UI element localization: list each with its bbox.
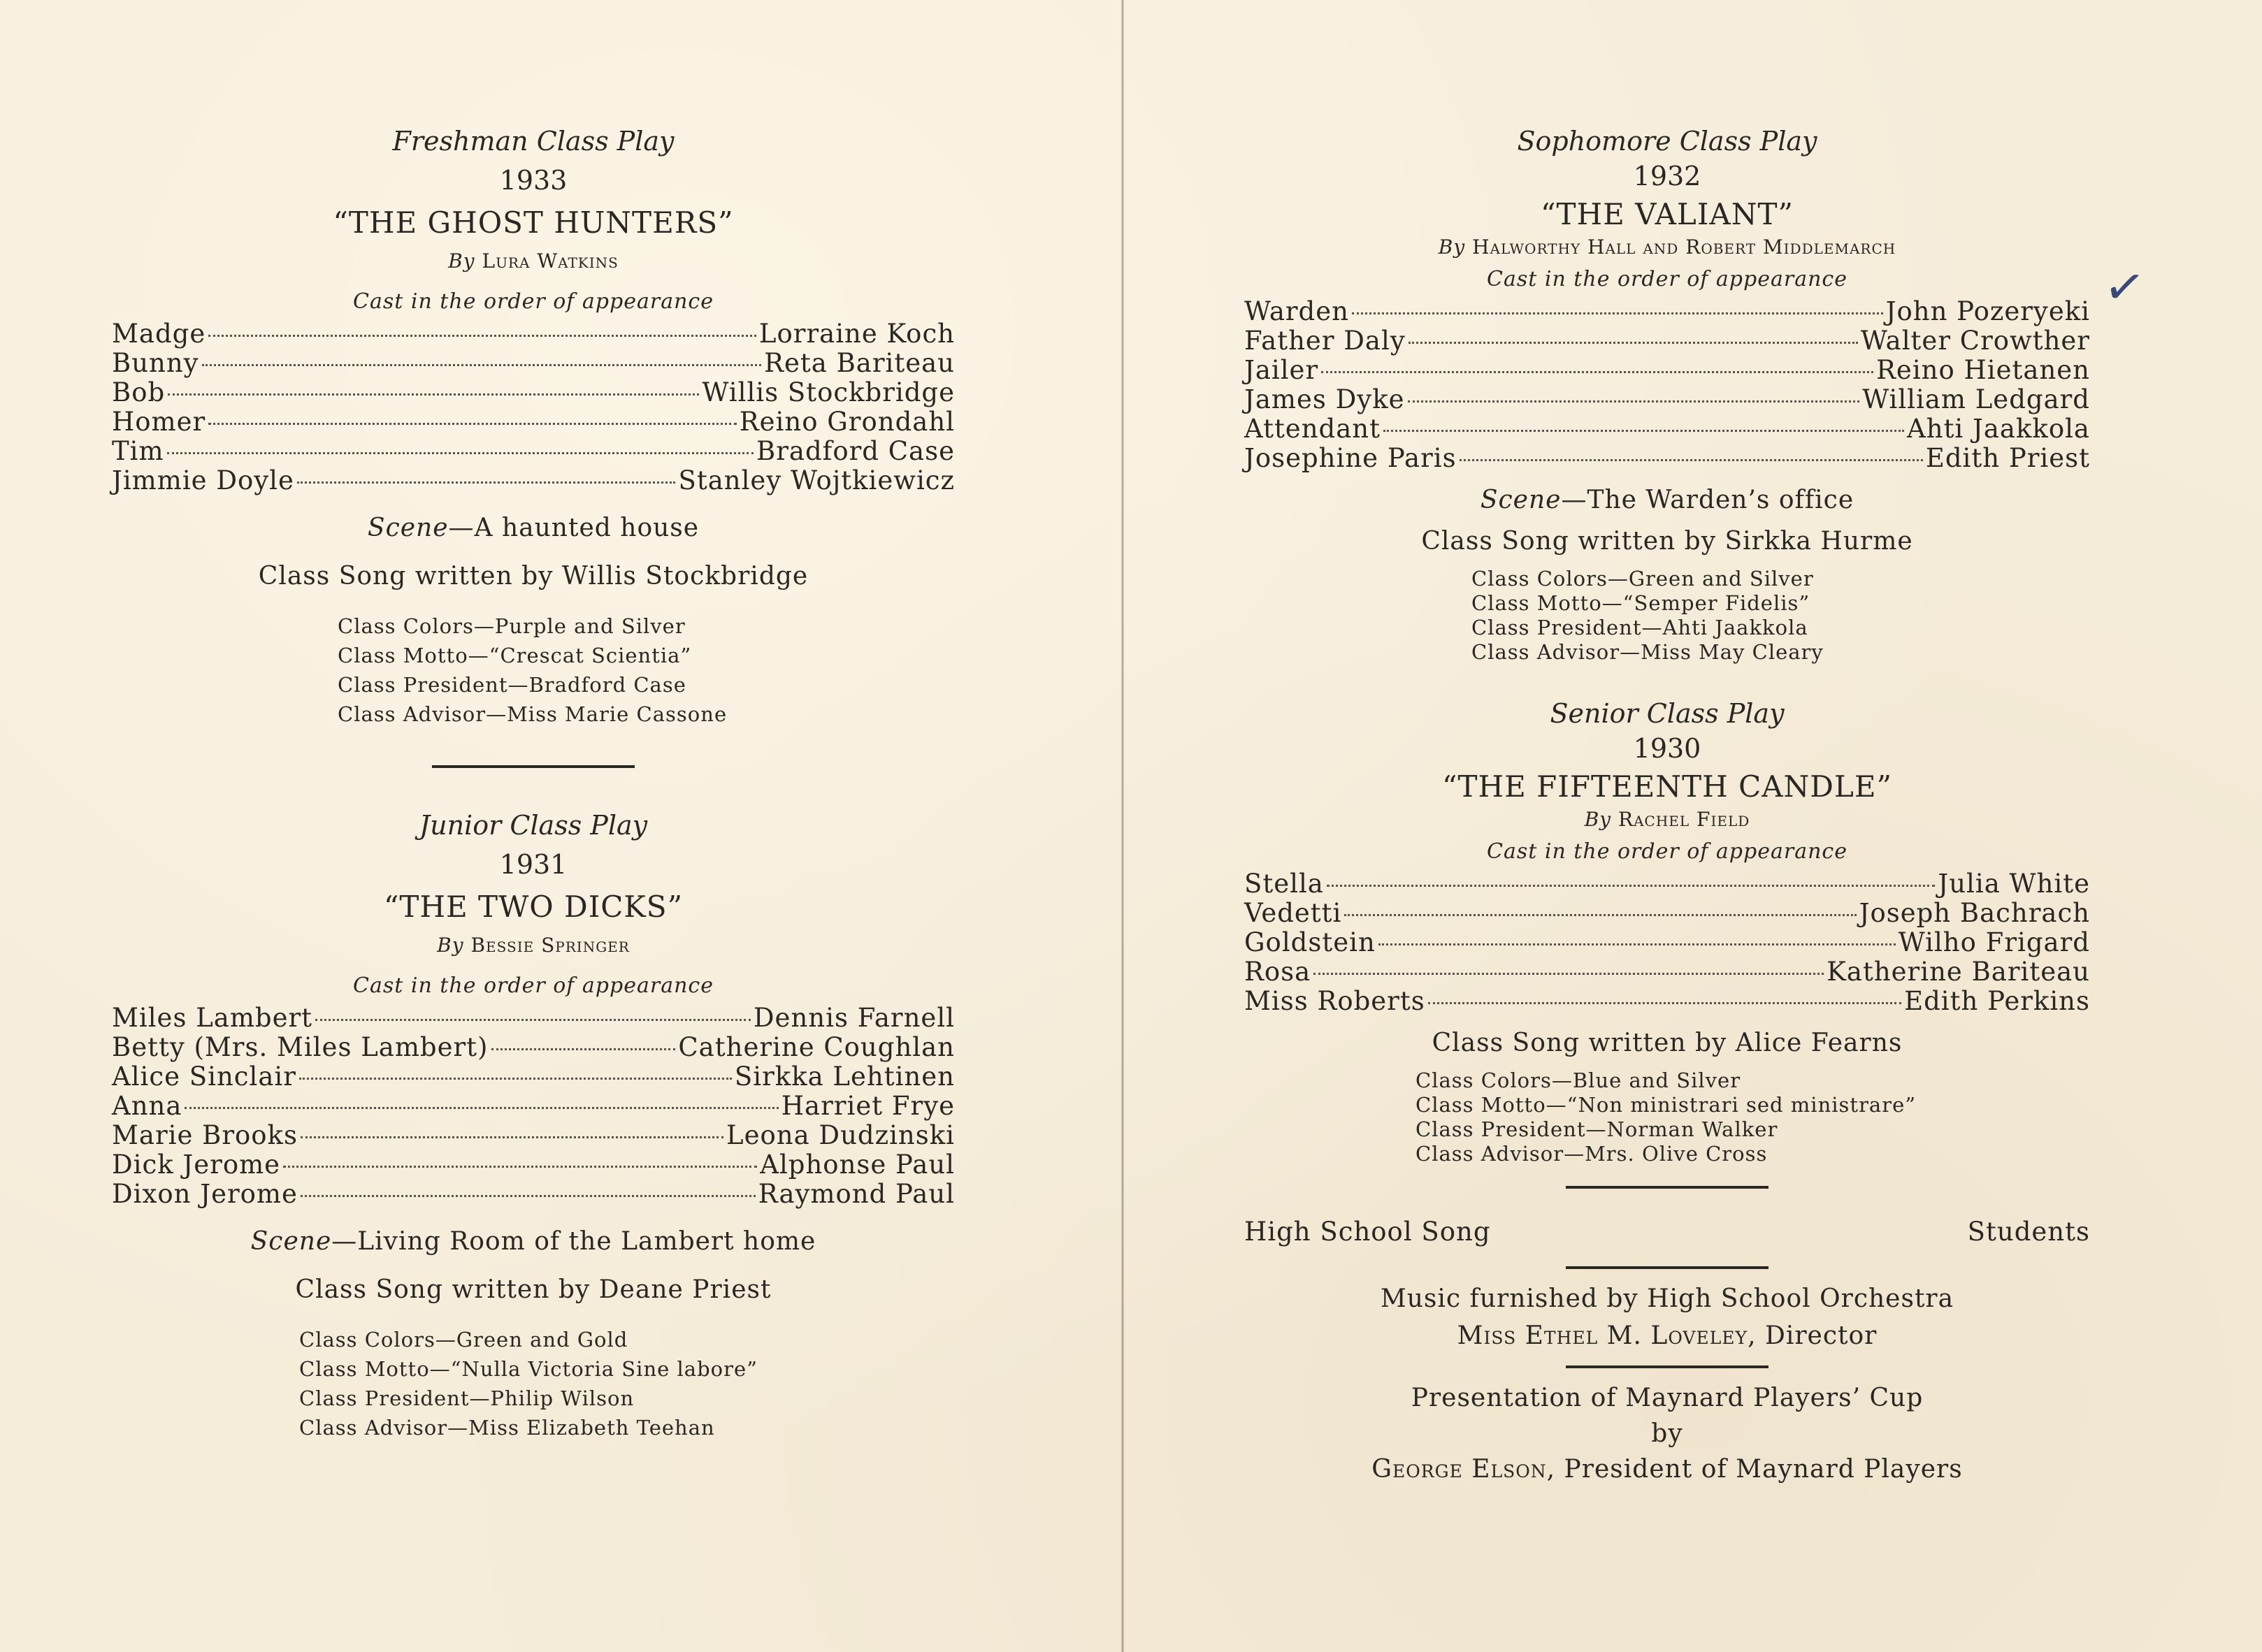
cast-role: Goldstein — [1244, 927, 1376, 957]
cast-actor: Julia White — [1938, 869, 2090, 899]
music-credit: Music furnished by High School Orchestra — [1380, 1284, 1954, 1313]
cast-row — [112, 319, 955, 349]
left-page — [112, 126, 955, 1442]
cast-actor: Catherine Coughlan — [678, 1032, 955, 1062]
cast-role: Anna — [112, 1091, 182, 1121]
cast-role: Marie Brooks — [112, 1120, 298, 1150]
cast-row — [1244, 356, 2090, 385]
play-author — [1244, 808, 2090, 831]
handwritten-checkmark-icon: ✓ — [2100, 256, 2149, 319]
cast-role: Dixon Jerome — [112, 1179, 298, 1209]
cast-row — [1244, 414, 2090, 444]
cast-role: James Dyke — [1244, 384, 1405, 414]
leader-dots — [297, 481, 676, 484]
cast-actor: Joseph Bachrach — [1859, 898, 2090, 928]
leader-dots — [491, 1048, 676, 1050]
cast-role: Father Daly — [1244, 326, 1406, 356]
play-heading: Junior Class Play — [419, 810, 648, 841]
cast-list — [1244, 869, 2090, 1016]
presenter-name: George Elson — [1371, 1455, 1547, 1484]
leader-dots — [1378, 943, 1896, 945]
cast-role: Attendant — [1244, 414, 1381, 444]
cast-actor: Lorraine Koch — [758, 319, 955, 349]
cast-role: Bunny — [112, 348, 199, 378]
cast-heading: Cast in the order of appearance — [353, 289, 714, 314]
presenter-title: , President of Maynard Players — [1546, 1455, 1963, 1484]
cast-role: Homer — [112, 407, 206, 437]
cast-list — [112, 319, 955, 495]
leader-dots — [301, 1136, 723, 1138]
cast-heading: Cast in the order of appearance — [353, 973, 714, 998]
cast-role: Jimmie Doyle — [112, 465, 294, 495]
author-by: By — [1584, 808, 1612, 831]
cast-role: Vedetti — [1244, 898, 1342, 928]
section-divider — [1566, 1186, 1768, 1189]
class-advisor: Class Advisor—Mrs. Olive Cross — [1415, 1142, 1768, 1166]
cast-actor: Reino Hietanen — [1876, 355, 2090, 385]
class-advisor: Class Advisor—Miss May Cleary — [1471, 640, 1824, 664]
cast-role: Miles Lambert — [112, 1003, 313, 1033]
play-title: “THE FIFTEENTH CANDLE” — [1442, 769, 1892, 804]
cast-row — [112, 407, 955, 437]
class-colors: Class Colors—Blue and Silver — [1415, 1068, 1741, 1092]
cast-heading: Cast in the order of appearance — [1487, 839, 1847, 864]
class-info — [1471, 567, 1863, 665]
director-name: Miss Ethel M. Loveley — [1457, 1321, 1748, 1350]
cast-role: Jailer — [1244, 355, 1319, 385]
class-motto: Class Motto—“Non ministrari sed ministrare” — [1415, 1093, 1917, 1117]
scene-label: Scene — [367, 514, 449, 542]
class-info — [1415, 1068, 1919, 1166]
play-heading: Senior Class Play — [1550, 698, 1785, 729]
author-name: Lura Watkins — [482, 249, 619, 273]
cast-actor: Stanley Wojtkiewicz — [678, 465, 955, 495]
leader-dots — [1428, 1002, 1901, 1004]
cast-actor: William Ledgard — [1862, 384, 2090, 414]
leader-dots — [168, 393, 699, 396]
cast-role: Bob — [112, 377, 166, 407]
cast-actor: Edith Priest — [1925, 443, 2090, 473]
cast-actor: Walter Crowther — [1860, 326, 2090, 356]
cast-role: Josephine Paris — [1244, 443, 1457, 473]
leader-dots — [167, 452, 754, 454]
scene-line — [112, 514, 955, 542]
leader-dots — [1408, 400, 1860, 403]
scene-text: —A haunted house — [448, 514, 700, 542]
play-year: 1932 — [1633, 161, 1701, 191]
leader-dots — [1313, 973, 1824, 975]
leader-dots — [283, 1166, 757, 1168]
play-author — [112, 934, 955, 957]
leader-dots — [1409, 342, 1858, 344]
cast-row — [112, 1150, 955, 1180]
class-motto: Class Motto—“Crescat Scientia” — [338, 644, 692, 667]
director-title: , Director — [1748, 1321, 1878, 1350]
play-year: 1931 — [499, 849, 568, 880]
cast-actor: Reta Bariteau — [764, 348, 955, 378]
cast-actor: Dennis Farnell — [753, 1003, 955, 1033]
leader-dots — [301, 1195, 756, 1197]
leader-dots — [1383, 430, 1904, 432]
leader-dots — [1352, 312, 1883, 314]
cast-role: Warden — [1244, 296, 1349, 326]
class-president: Class President—Bradford Case — [338, 673, 686, 697]
scene-line — [1244, 486, 2090, 514]
cast-actor: Reino Grondahl — [739, 407, 955, 437]
cast-row — [112, 437, 955, 466]
cast-row — [1244, 385, 2090, 414]
cast-role: Betty (Mrs. Miles Lambert) — [112, 1032, 489, 1062]
cast-role: Stella — [1244, 869, 1324, 899]
presentation-by: by — [1651, 1419, 1683, 1448]
leader-dots — [208, 335, 756, 337]
class-colors: Class Colors—Purple and Silver — [338, 614, 686, 638]
cast-role: Rosa — [1244, 957, 1311, 987]
leader-dots — [1344, 914, 1856, 916]
leader-dots — [185, 1107, 778, 1109]
play-title: “THE TWO DICKS” — [383, 890, 684, 924]
cast-actor: Willis Stockbridge — [702, 377, 955, 407]
center-fold — [1121, 0, 1124, 1652]
cast-actor: Harriet Frye — [781, 1091, 955, 1121]
scene-text: —Living Room of the Lambert home — [331, 1227, 816, 1256]
class-colors: Class Colors—Green and Gold — [299, 1328, 628, 1352]
cast-role: Miss Roberts — [1244, 986, 1425, 1016]
class-president: Class President—Philip Wilson — [299, 1386, 635, 1410]
cast-actor: Alphonse Paul — [760, 1150, 955, 1180]
author-name: Halworthy Hall and Robert Middlemarch — [1472, 236, 1896, 259]
cast-row — [1244, 869, 2090, 899]
cast-actor: Sirkka Lehtinen — [734, 1062, 955, 1092]
junior-section — [112, 810, 955, 1442]
cast-actor: John Pozeryeki — [1885, 296, 2090, 326]
scene-text: —The Warden’s office — [1561, 486, 1854, 514]
play-title: “THE VALIANT” — [1541, 197, 1794, 231]
cast-row — [112, 1121, 955, 1150]
presenter — [1244, 1455, 2090, 1484]
cast-row — [112, 1033, 955, 1062]
cast-row — [112, 1092, 955, 1121]
leader-dots — [1460, 459, 1923, 461]
cast-row — [112, 1003, 955, 1033]
high-school-song: High School Song — [1244, 1217, 1491, 1247]
author-by: By — [448, 249, 475, 273]
cast-actor: Katherine Bariteau — [1827, 957, 2090, 987]
cast-row — [112, 466, 955, 495]
cast-heading: Cast in the order of appearance — [1487, 267, 1847, 291]
play-heading: Freshman Class Play — [392, 126, 675, 157]
class-song: Class Song written by Willis Stockbridge — [258, 562, 809, 590]
leader-dots — [315, 1019, 751, 1021]
song-performers: Students — [1967, 1217, 2090, 1247]
cast-row — [1244, 899, 2090, 928]
cast-row — [112, 1180, 955, 1209]
cast-actor: Ahti Jaakkola — [1907, 414, 2090, 444]
cast-row — [112, 378, 955, 407]
cast-actor: Leona Dudzinski — [726, 1120, 955, 1150]
class-motto: Class Motto—“Nulla Victoria Sine labore” — [299, 1357, 758, 1381]
author-by: By — [437, 934, 464, 957]
cast-row — [1244, 297, 2090, 326]
play-title: “THE GHOST HUNTERS” — [333, 205, 734, 240]
author-name: Rachel Field — [1618, 808, 1750, 831]
author-by: By — [1438, 236, 1466, 259]
class-president: Class President—Norman Walker — [1415, 1117, 1778, 1141]
scene-line — [112, 1227, 955, 1256]
leader-dots — [299, 1078, 732, 1080]
class-info — [338, 611, 729, 729]
leader-dots — [1327, 885, 1936, 887]
cast-role: Tim — [112, 436, 164, 466]
class-advisor: Class Advisor—Miss Elizabeth Teehan — [299, 1416, 715, 1440]
right-page — [1244, 126, 2090, 1484]
play-year: 1933 — [499, 165, 568, 196]
section-divider — [1566, 1266, 1768, 1269]
section-divider — [432, 765, 635, 768]
cast-list — [112, 1003, 955, 1209]
class-song: Class Song written by Sirkka Hurme — [1421, 527, 1913, 556]
freshman-section — [112, 126, 955, 729]
cast-role: Dick Jerome — [112, 1150, 281, 1180]
author-name: Bessie Springer — [470, 934, 630, 957]
play-author — [112, 249, 955, 273]
cast-row — [1244, 928, 2090, 957]
cast-list — [1244, 297, 2090, 473]
cast-actor: Bradford Case — [756, 436, 955, 466]
presentation-line: Presentation of Maynard Players’ Cup — [1411, 1384, 1924, 1412]
class-colors: Class Colors—Green and Silver — [1471, 567, 1814, 590]
play-year: 1930 — [1633, 733, 1701, 764]
class-president: Class President—Ahti Jaakkola — [1471, 616, 1808, 639]
sophomore-section — [1244, 126, 2090, 665]
cast-row — [112, 1062, 955, 1092]
class-motto: Class Motto—“Semper Fidelis” — [1471, 591, 1810, 615]
class-song: Class Song written by Alice Fearns — [1432, 1029, 1903, 1057]
scene-label: Scene — [250, 1227, 332, 1256]
leader-dots — [1321, 371, 1873, 373]
leader-dots — [202, 364, 762, 366]
play-heading: Sophomore Class Play — [1517, 126, 1817, 157]
cast-row — [1244, 326, 2090, 356]
leader-dots — [208, 423, 737, 425]
cast-actor: Raymond Paul — [758, 1179, 955, 1209]
play-author — [1244, 236, 2090, 259]
class-song: Class Song written by Deane Priest — [295, 1275, 772, 1304]
senior-section — [1244, 698, 2090, 1166]
cast-role: Alice Sinclair — [112, 1062, 296, 1092]
high-school-song-row — [1244, 1217, 2090, 1247]
scene-label: Scene — [1480, 486, 1562, 514]
cast-row — [112, 349, 955, 378]
class-advisor: Class Advisor—Miss Marie Cassone — [338, 702, 728, 726]
cast-actor: Wilho Frigard — [1898, 927, 2090, 957]
section-divider — [1566, 1365, 1768, 1368]
cast-row — [1244, 987, 2090, 1016]
cast-row — [1244, 957, 2090, 987]
class-info — [299, 1325, 768, 1442]
orchestra-director — [1244, 1321, 2090, 1350]
cast-actor: Edith Perkins — [1904, 986, 2090, 1016]
cast-row — [1244, 444, 2090, 473]
cast-role: Madge — [112, 319, 206, 349]
